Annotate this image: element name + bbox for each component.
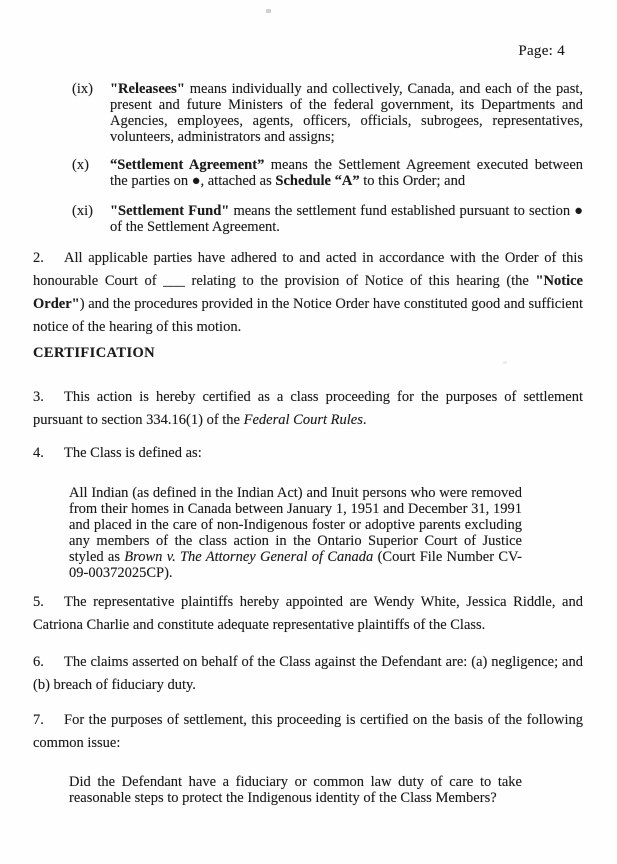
paragraph-6	[33, 651, 583, 697]
paragraph-text: This action is hereby certified as a class proceeding for the purposes of settlement pursuant to section 334.16(1) of the Federal Court Rules.	[33, 389, 583, 428]
definition-number: (ix)	[72, 81, 93, 97]
paragraph-number: 5.	[33, 594, 44, 610]
definition-text: “Settlement Agreement” means the Settlement Agreement executed between the parties on ●, attached as Schedule “A” to this Order; and	[110, 157, 584, 189]
paragraph-text: All applicable parties have adhered to and acted in accordance with the Order of this honourable Court of ___ relating to the provision of Notice of this hearing (the "Notice Order") and the procedures provided in the Notice Order have constituted good and sufficient notice of the hearing of this motion.	[33, 250, 583, 335]
paragraph-2	[33, 247, 583, 339]
scan-artifact-speck	[266, 9, 271, 13]
definition-number: (xi)	[72, 203, 93, 219]
class-definition-blockquote: All Indian (as defined in the Indian Act) and Inuit persons who were removed from their homes in Canada between January 1, 1951 and December 31, 1991 and placed in the care of non-Indigenous foster or adoptive parents excluding any members of the class action in the Ontario Superior Court of Justice styled as Brown v. The Attorney General of Canada (Court File Number CV-09-00372025CP).	[69, 485, 523, 581]
paragraph-4	[33, 442, 583, 465]
paragraph-number: 7.	[33, 712, 44, 728]
paragraph-7	[33, 709, 583, 755]
definition-item-xi	[33, 203, 583, 235]
definition-item-x	[33, 157, 583, 189]
definition-text: "Settlement Fund" means the settlement fund established pursuant to section ● of the Settlement Agreement.	[110, 203, 583, 235]
paragraph-number: 6.	[33, 654, 44, 670]
definition-item-ix	[33, 81, 583, 145]
common-issue-blockquote: Did the Defendant have a fiduciary or common law duty of care to take reasonable steps to protect the Indigenous identity of the Class Members?	[69, 774, 522, 806]
paragraph-text: The claims asserted on behalf of the Class against the Defendant are: (a) negligence; and (b) breach of fiduciary duty.	[33, 654, 583, 693]
paragraph-3	[33, 386, 583, 432]
document-body	[33, 81, 583, 806]
definition-text: "Releasees" means individually and collectively, Canada, and each of the past, present and future Ministers of the federal government, its Departments and Agencies, employees, agents, officers, officials, subrogees, representatives, volunteers, administrators and assigns;	[110, 81, 583, 145]
paragraph-number: 3.	[33, 389, 44, 405]
paragraph-number: 4.	[33, 445, 44, 461]
section-heading-certification: CERTIFICATION	[33, 345, 156, 361]
paragraph-text: The Class is defined as:	[64, 445, 202, 461]
definition-number: (x)	[72, 157, 89, 173]
paragraph-text: For the purposes of settlement, this proceeding is certified on the basis of the following common issue:	[33, 712, 583, 751]
page-number-label: Page: 4	[518, 43, 565, 59]
paragraph-number: 2.	[33, 250, 44, 266]
paragraph-text: The representative plaintiffs hereby appointed are Wendy White, Jessica Riddle, and Catriona Charlie and constitute adequate representative plaintiffs of the Class.	[33, 594, 583, 633]
paragraph-5	[33, 591, 583, 637]
